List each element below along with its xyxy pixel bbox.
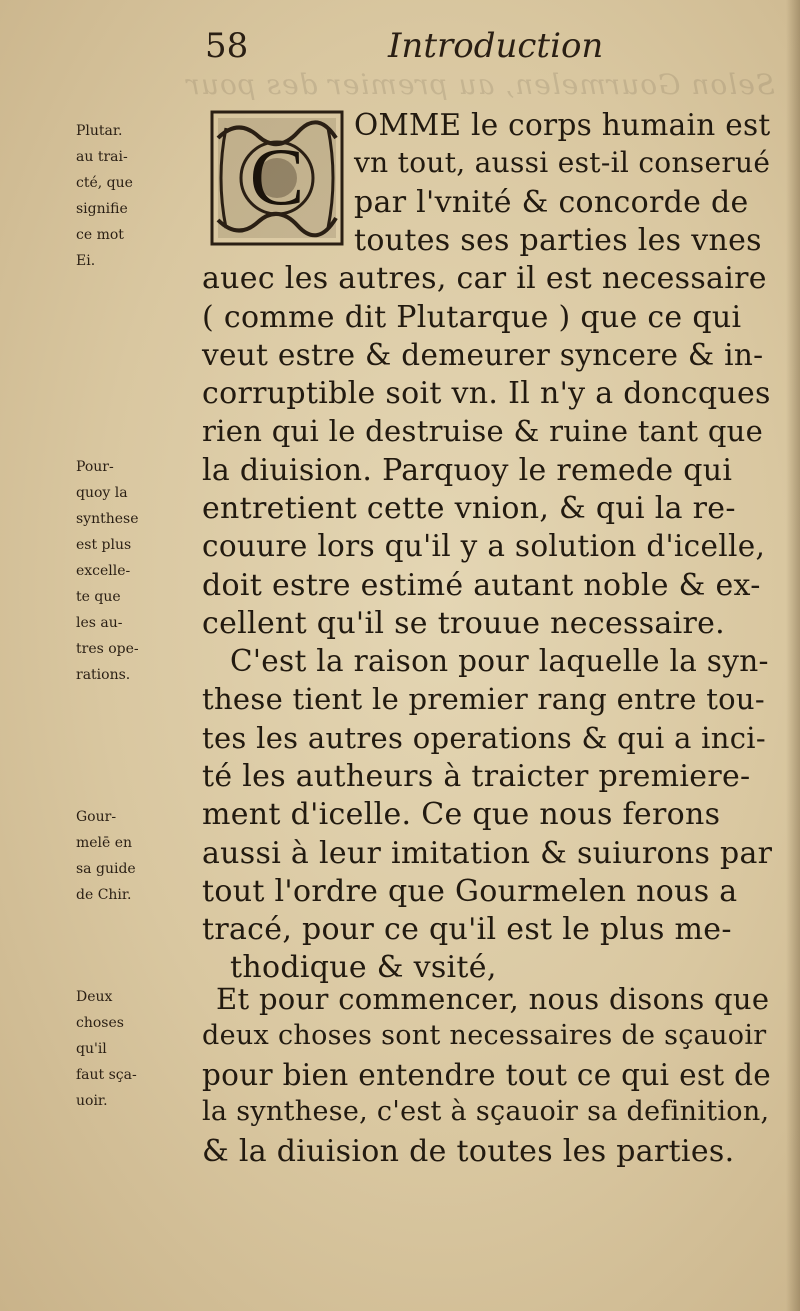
text-line: tout l'ordre que Gourmelen nous a (202, 874, 738, 909)
text-line: té les autheurs à traicter premiere- (202, 759, 751, 794)
margin-note-line: cté, que (76, 175, 133, 191)
decorated-initial (208, 108, 346, 248)
text-line: thodique & vsité, (230, 950, 497, 985)
margin-note-line: sa guide (76, 861, 136, 877)
text-line: tes les autres operations & qui a inci- (202, 721, 766, 755)
dropcap-letter: C (249, 131, 305, 222)
show-through-text: Selon Gourmelen, au premier des pour (185, 68, 775, 101)
ornament-frame-icon (208, 108, 346, 248)
margin-note-line: Deux (76, 989, 113, 1005)
text-line: deux choses sont necessaires de sçauoir (202, 1020, 767, 1051)
text-line: ( comme dit Plutarque ) que ce qui (202, 300, 742, 335)
text-line: Et pour commencer, nous disons que (216, 982, 770, 1016)
margin-note-line: tres ope- (76, 641, 139, 657)
margin-note-synthesis (76, 454, 206, 688)
text-line: auec les autres, car il est necessaire (202, 261, 767, 296)
text-line: vn tout, aussi est-il conserué (354, 146, 771, 179)
margin-note-line: rations. (76, 667, 131, 683)
margin-note-line: qu'il (76, 1041, 107, 1057)
text-line: tracé, pour ce qu'il est le plus me- (202, 912, 732, 947)
text-line: la diuision. Parquoy le remede qui (202, 453, 733, 488)
text-line: OMME le corps humain est (354, 108, 771, 142)
margin-note-line: au trai- (76, 149, 128, 165)
margin-note-line: synthese (76, 511, 139, 527)
text-line: & la diuision de toutes les parties. (202, 1134, 735, 1169)
text-line: entretient cette vnion, & qui la re- (202, 491, 736, 526)
text-line: toutes ses parties les vnes (354, 223, 762, 258)
running-title: Introduction (388, 26, 604, 66)
margin-note-line: Ei. (76, 253, 96, 269)
margin-note-line: est plus (76, 537, 132, 553)
margin-note-line: Pour- (76, 459, 114, 475)
text-line: couure lors qu'il y a solution d'icelle, (202, 529, 766, 563)
margin-note-line: quoy la (76, 485, 128, 501)
margin-note-line: melē en (76, 835, 133, 851)
text-line: veut estre & demeurer syncere & in- (202, 338, 764, 372)
margin-note-line: Plutar. (76, 123, 123, 139)
page-number: 58 (205, 26, 249, 66)
text-line: cellent qu'il se trouue necessaire. (202, 606, 726, 641)
page-header (0, 18, 800, 68)
margin-note-line: ce mot (76, 227, 124, 243)
margin-note-line: les au- (76, 615, 123, 631)
page-edge-shadow (786, 0, 800, 1311)
text-line: rien qui le destruise & ruine tant que (202, 414, 764, 448)
text-line: par l'vnité & concorde de (354, 185, 749, 220)
margin-note-line: uoir. (76, 1093, 108, 1109)
margin-note-two-things (76, 984, 206, 1114)
margin-note-line: te que (76, 589, 121, 605)
margin-note-line: signifie (76, 201, 128, 217)
text-line: pour bien entendre tout ce qui est de (202, 1058, 772, 1092)
text-line: these tient le premier rang entre tou- (202, 682, 765, 716)
text-line: corruptible soit vn. Il n'y a doncques (202, 376, 771, 411)
margin-note-line: excelle- (76, 563, 131, 579)
margin-note-line: faut sça- (76, 1067, 137, 1083)
text-line: C'est la raison pour laquelle la syn- (230, 644, 769, 678)
margin-note-plutarch (76, 118, 206, 274)
text-line: doit estre estimé autant noble & ex- (202, 568, 761, 603)
margin-note-line: Gour- (76, 809, 117, 825)
margin-note-gourmelen (76, 804, 206, 908)
text-line: aussi à leur imitation & suiurons par (202, 836, 773, 871)
text-line: la synthese, c'est à sçauoir sa definition, (202, 1096, 770, 1127)
text-line: ment d'icelle. Ce que nous ferons (202, 797, 721, 832)
margin-note-line: de Chir. (76, 887, 132, 903)
margin-note-line: choses (76, 1015, 124, 1031)
